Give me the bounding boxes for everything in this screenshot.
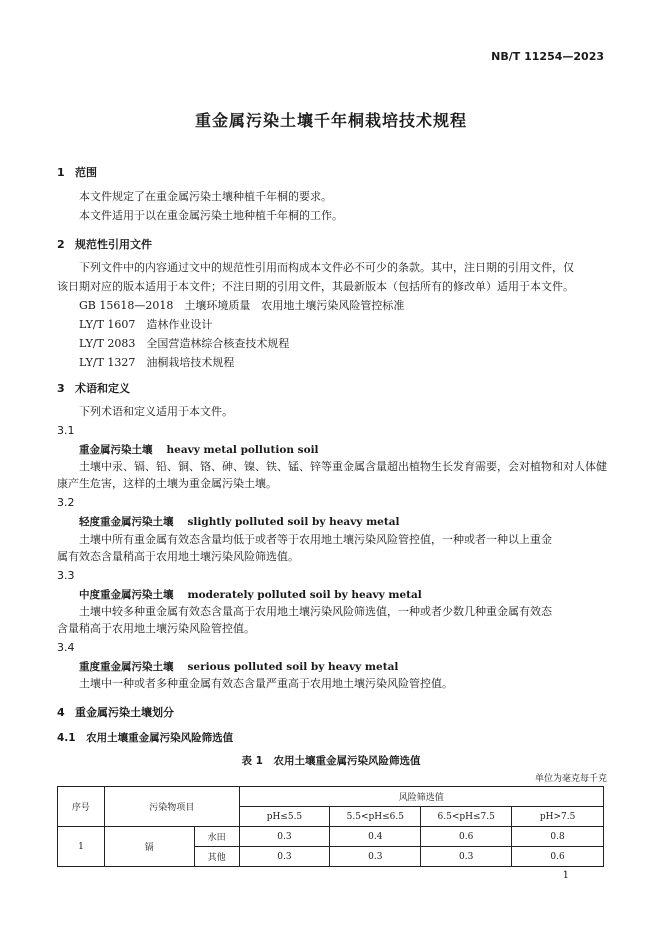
section-title: 范围 (75, 166, 97, 179)
reference-code: LY/T 2083 (79, 337, 136, 350)
header-seq: 序号 (58, 787, 105, 827)
section-number: 1 (57, 166, 65, 179)
reference-item (79, 355, 234, 371)
term-zh: 重金属污染土壤 (79, 444, 153, 456)
section-3-heading (57, 380, 130, 396)
reference-name: 造林作业设计 (146, 318, 213, 331)
section-4-heading (57, 704, 174, 720)
cell-value: 0.6 (512, 847, 604, 867)
header-ph: pH>7.5 (512, 807, 604, 827)
cell-value: 0.3 (421, 847, 512, 867)
term-number: 3.4 (57, 641, 75, 654)
term-en: moderately polluted soil by heavy metal (187, 589, 422, 601)
term-definition: 土壤中汞、镉、铅、铜、铬、砷、镍、铁、锰、锌等重金属含量超出植物生长发育需要，会对植物和对人体健 (79, 460, 607, 473)
term-definition: 土壤中所有重金属有效态含量均低于或者等于农用地土壤污染风险管控值，一种或者一种以上重金 (79, 533, 552, 546)
page-number: 1 (562, 870, 569, 881)
table-unit: 单位为毫克每千克 (534, 774, 607, 784)
term-heading (79, 514, 400, 529)
term-definition: 属有效态含量稍高于农用地土壤污染风险筛选值。 (57, 550, 299, 563)
subsection-4-1-heading (57, 730, 233, 745)
term-heading (79, 442, 319, 457)
term-en: slightly polluted soil by heavy metal (187, 516, 400, 528)
table-row (58, 827, 604, 847)
section-title: 重金属污染土壤划分 (75, 706, 174, 719)
paragraph: 本文件适用于以在重金属污染土地种植千年桐的工作。 (79, 209, 343, 222)
cell-value: 0.3 (239, 827, 330, 847)
term-en: serious polluted soil by heavy metal (187, 661, 399, 673)
term-number: 3.3 (57, 569, 75, 582)
term-heading (79, 587, 422, 602)
reference-item (79, 317, 212, 333)
cell-value: 0.8 (512, 827, 604, 847)
header-item: 污染物项目 (104, 787, 239, 827)
section-number: 4 (57, 706, 65, 719)
term-definition: 土壤中较多种重金属有效态含量高于农用地土壤污染风险筛选值，一种或者少数几种重金属有效态 (79, 605, 552, 618)
cell-value: 0.6 (421, 827, 512, 847)
reference-code: GB 15618—2018 (79, 299, 174, 312)
term-number: 3.1 (57, 424, 75, 437)
term-zh: 轻度重金属污染土壤 (79, 516, 174, 528)
term-zh: 中度重金属污染土壤 (79, 589, 174, 601)
section-title: 规范性引用文件 (75, 238, 152, 251)
reference-item (79, 298, 404, 314)
reference-name: 土壤环境质量 农用地土壤污染风险管控标准 (184, 299, 405, 312)
section-title: 术语和定义 (75, 382, 130, 395)
header-ph: pH≤5.5 (239, 807, 330, 827)
cell-sub: 水田 (194, 827, 239, 847)
section-2-heading (57, 236, 152, 252)
paragraph: 该日期对应的版本适用于本文件；不注日期的引用文件，其最新版本（包括所有的修改单）适用于本文件。 (57, 280, 574, 293)
term-zh: 重度重金属污染土壤 (79, 661, 174, 673)
header-group: 风险筛选值 (239, 787, 603, 807)
cell-value: 0.4 (330, 827, 421, 847)
term-heading (79, 659, 398, 674)
subsection-number: 4.1 (57, 732, 76, 744)
cell-value: 0.3 (330, 847, 421, 867)
paragraph: 下列术语和定义适用于本文件。 (79, 405, 233, 418)
term-definition: 土壤中一种或者多种重金属有效态含量严重高于农用地土壤污染风险管控值。 (79, 677, 453, 690)
header-ph: 5.5<pH≤6.5 (330, 807, 421, 827)
table-header-row (58, 787, 604, 807)
paragraph: 本文件规定了在重金属污染土壤种植千年桐的要求。 (79, 190, 332, 203)
section-1-heading (57, 164, 97, 180)
term-en: heavy metal pollution soil (166, 444, 319, 456)
cell-seq: 1 (58, 827, 105, 867)
section-number: 2 (57, 238, 65, 251)
document-title: 重金属污染土壤千年桐栽培技术规程 (194, 111, 467, 130)
paragraph: 下列文件中的内容通过文中的规范性引用而构成本文件必不可少的条款。其中，注日期的引用文件，仅 (79, 261, 574, 274)
term-number: 3.2 (57, 496, 75, 509)
standard-number: NB/T 11254—2023 (491, 50, 604, 63)
term-definition: 含量稍高于农用地土壤污染风险管控值。 (57, 622, 255, 635)
header-ph: 6.5<pH≤7.5 (421, 807, 512, 827)
cell-value: 0.3 (239, 847, 330, 867)
screening-values-table (57, 786, 604, 867)
table-title: 表 1 农用土壤重金属污染风险筛选值 (241, 755, 421, 767)
reference-name: 全国营造林综合核查技术规程 (146, 337, 290, 350)
reference-code: LY/T 1607 (79, 318, 136, 331)
term-definition: 康产生危害，这样的土壤为重金属污染土壤。 (57, 477, 277, 490)
cell-item: 镉 (104, 827, 194, 867)
cell-sub: 其他 (194, 847, 239, 867)
section-number: 3 (57, 382, 65, 395)
reference-item (79, 336, 289, 352)
reference-code: LY/T 1327 (79, 356, 136, 369)
reference-name: 油桐栽培技术规程 (146, 356, 235, 369)
subsection-title: 农用土壤重金属污染风险筛选值 (86, 732, 234, 744)
